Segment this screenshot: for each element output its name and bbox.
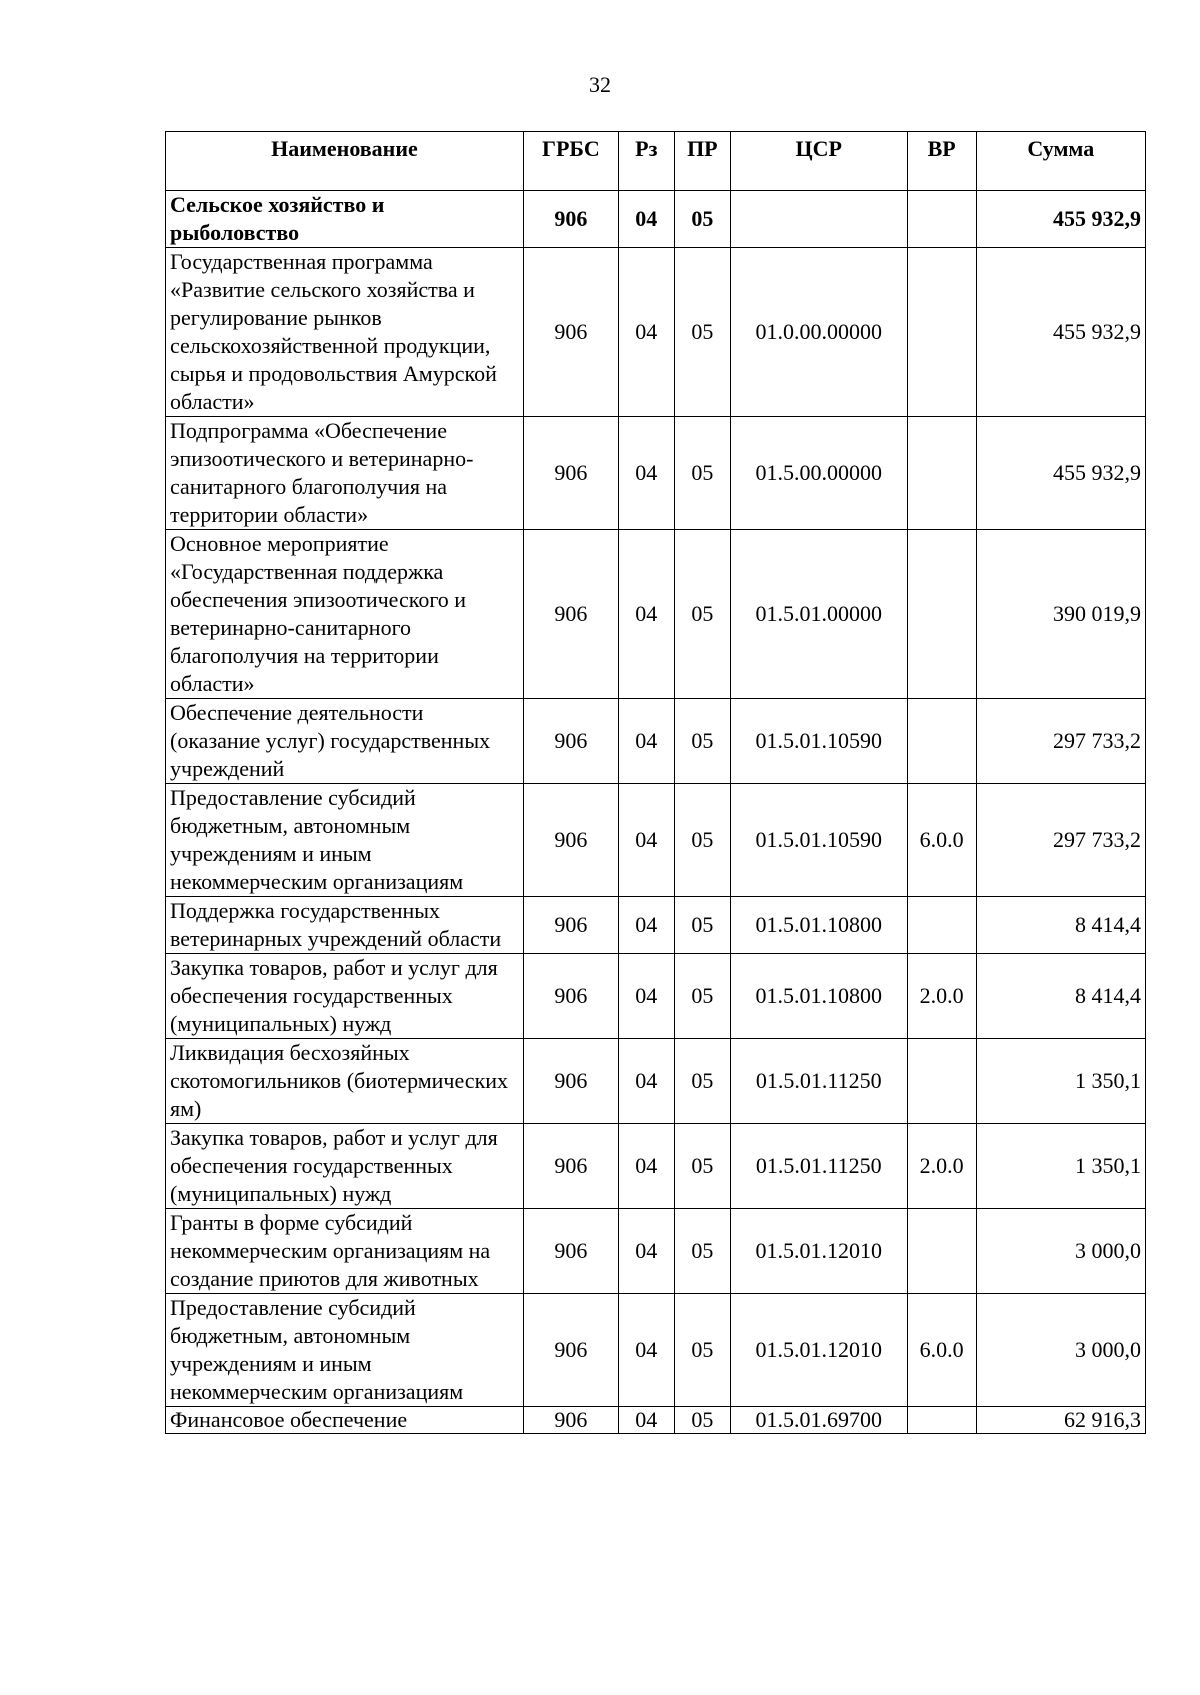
table-row: [166, 1294, 1146, 1407]
table-row: [166, 1039, 1146, 1124]
cell-rz: 04: [618, 1124, 674, 1209]
cell-rz: 04: [618, 1407, 674, 1434]
cell-name: Основное мероприятие «Государственная поддержка обеспечения эпизоотического и ветеринарно-санитарного благополучия на территории области»: [166, 530, 524, 699]
cell-grbs: 906: [523, 954, 618, 1039]
cell-vr: 6.0.0: [907, 784, 976, 897]
cell-vr: [907, 248, 976, 417]
header-rz: Рз: [618, 132, 674, 191]
cell-rz: 04: [618, 784, 674, 897]
cell-pr: 05: [674, 699, 730, 784]
table-row: [166, 1407, 1146, 1434]
cell-pr: 05: [674, 1294, 730, 1407]
cell-grbs: 906: [523, 1039, 618, 1124]
table-row: [166, 784, 1146, 897]
cell-rz: 04: [618, 530, 674, 699]
cell-pr: 05: [674, 1124, 730, 1209]
cell-csr: 01.5.01.10800: [730, 897, 907, 954]
cell-csr: 01.5.01.11250: [730, 1124, 907, 1209]
cell-csr: 01.5.01.12010: [730, 1209, 907, 1294]
cell-pr: 05: [674, 1407, 730, 1434]
cell-csr: 01.5.00.00000: [730, 417, 907, 530]
cell-vr: [907, 417, 976, 530]
cell-name: Предоставление субсидий бюджетным, автономным учреждениям и иным некоммерческим организациям: [166, 1294, 524, 1407]
cell-csr: 01.5.01.11250: [730, 1039, 907, 1124]
cell-sum: 8 414,4: [976, 897, 1145, 954]
cell-name: Ликвидация бесхозяйных скотомогильников (биотермических ям): [166, 1039, 524, 1124]
cell-vr: [907, 530, 976, 699]
cell-sum: 8 414,4: [976, 954, 1145, 1039]
cell-grbs: 906: [523, 784, 618, 897]
cell-csr: 01.5.01.69700: [730, 1407, 907, 1434]
cell-name: Финансовое обеспечение: [166, 1407, 524, 1434]
cell-sum: 455 932,9: [976, 417, 1145, 530]
table-row: [166, 699, 1146, 784]
cell-rz: 04: [618, 1039, 674, 1124]
cell-pr: 05: [674, 191, 730, 248]
table-row: [166, 530, 1146, 699]
cell-name: Государственная программа «Развитие сельского хозяйства и регулирование рынков сельскохозяйственной продукции, сырья и продовольствия Амурской области»: [166, 248, 524, 417]
cell-rz: 04: [618, 248, 674, 417]
cell-rz: 04: [618, 699, 674, 784]
cell-csr: [730, 191, 907, 248]
cell-csr: 01.5.01.10590: [730, 784, 907, 897]
table-row: [166, 1124, 1146, 1209]
cell-grbs: 906: [523, 699, 618, 784]
cell-name: Закупка товаров, работ и услуг для обеспечения государственных (муниципальных) нужд: [166, 954, 524, 1039]
cell-grbs: 906: [523, 1124, 618, 1209]
cell-grbs: 906: [523, 248, 618, 417]
header-sum: Сумма: [976, 132, 1145, 191]
cell-csr: 01.5.01.00000: [730, 530, 907, 699]
header-name: Наименование: [166, 132, 524, 191]
cell-grbs: 906: [523, 1294, 618, 1407]
cell-grbs: 906: [523, 417, 618, 530]
cell-name: Предоставление субсидий бюджетным, автономным учреждениям и иным некоммерческим организациям: [166, 784, 524, 897]
cell-sum: 297 733,2: [976, 699, 1145, 784]
cell-grbs: 906: [523, 1209, 618, 1294]
cell-sum: 1 350,1: [976, 1124, 1145, 1209]
cell-vr: 2.0.0: [907, 1124, 976, 1209]
cell-pr: 05: [674, 784, 730, 897]
header-vr: ВР: [907, 132, 976, 191]
cell-name: Сельское хозяйство и рыболовство: [166, 191, 524, 248]
cell-sum: 3 000,0: [976, 1209, 1145, 1294]
cell-grbs: 906: [523, 1407, 618, 1434]
cell-sum: 3 000,0: [976, 1294, 1145, 1407]
cell-pr: 05: [674, 954, 730, 1039]
table-row: [166, 1209, 1146, 1294]
cell-sum: 62 916,3: [976, 1407, 1145, 1434]
cell-vr: 2.0.0: [907, 954, 976, 1039]
header-pr: ПР: [674, 132, 730, 191]
cell-rz: 04: [618, 1294, 674, 1407]
cell-name: Обеспечение деятельности (оказание услуг) государственных учреждений: [166, 699, 524, 784]
header-grbs: ГРБС: [523, 132, 618, 191]
cell-sum: 390 019,9: [976, 530, 1145, 699]
cell-name: Закупка товаров, работ и услуг для обеспечения государственных (муниципальных) нужд: [166, 1124, 524, 1209]
page-number: 32: [589, 72, 611, 97]
cell-vr: [907, 191, 976, 248]
cell-vr: [907, 897, 976, 954]
table-row: [166, 248, 1146, 417]
header-csr: ЦСР: [730, 132, 907, 191]
cell-sum: 455 932,9: [976, 248, 1145, 417]
table-header-row: [166, 132, 1146, 191]
table-row: [166, 954, 1146, 1039]
cell-csr: 01.5.01.10800: [730, 954, 907, 1039]
cell-grbs: 906: [523, 191, 618, 248]
cell-csr: 01.0.00.00000: [730, 248, 907, 417]
budget-table: [165, 131, 1146, 1434]
cell-name: Подпрограмма «Обеспечение эпизоотического и ветеринарно-санитарного благополучия на территории области»: [166, 417, 524, 530]
table-row: [166, 417, 1146, 530]
cell-sum: 1 350,1: [976, 1039, 1145, 1124]
cell-sum: 455 932,9: [976, 191, 1145, 248]
cell-pr: 05: [674, 897, 730, 954]
cell-grbs: 906: [523, 530, 618, 699]
cell-vr: 6.0.0: [907, 1294, 976, 1407]
cell-rz: 04: [618, 897, 674, 954]
table-row: [166, 897, 1146, 954]
cell-pr: 05: [674, 1209, 730, 1294]
cell-vr: [907, 1209, 976, 1294]
cell-pr: 05: [674, 530, 730, 699]
cell-vr: [907, 1407, 976, 1434]
cell-pr: 05: [674, 1039, 730, 1124]
cell-csr: 01.5.01.12010: [730, 1294, 907, 1407]
table-row: [166, 191, 1146, 248]
cell-name: Гранты в форме субсидий некоммерческим организациям на создание приютов для животных: [166, 1209, 524, 1294]
cell-rz: 04: [618, 954, 674, 1039]
cell-name: Поддержка государственных ветеринарных учреждений области: [166, 897, 524, 954]
cell-vr: [907, 699, 976, 784]
cell-vr: [907, 1039, 976, 1124]
cell-rz: 04: [618, 1209, 674, 1294]
cell-rz: 04: [618, 191, 674, 248]
cell-rz: 04: [618, 417, 674, 530]
cell-pr: 05: [674, 417, 730, 530]
cell-grbs: 906: [523, 897, 618, 954]
cell-pr: 05: [674, 248, 730, 417]
cell-sum: 297 733,2: [976, 784, 1145, 897]
cell-csr: 01.5.01.10590: [730, 699, 907, 784]
